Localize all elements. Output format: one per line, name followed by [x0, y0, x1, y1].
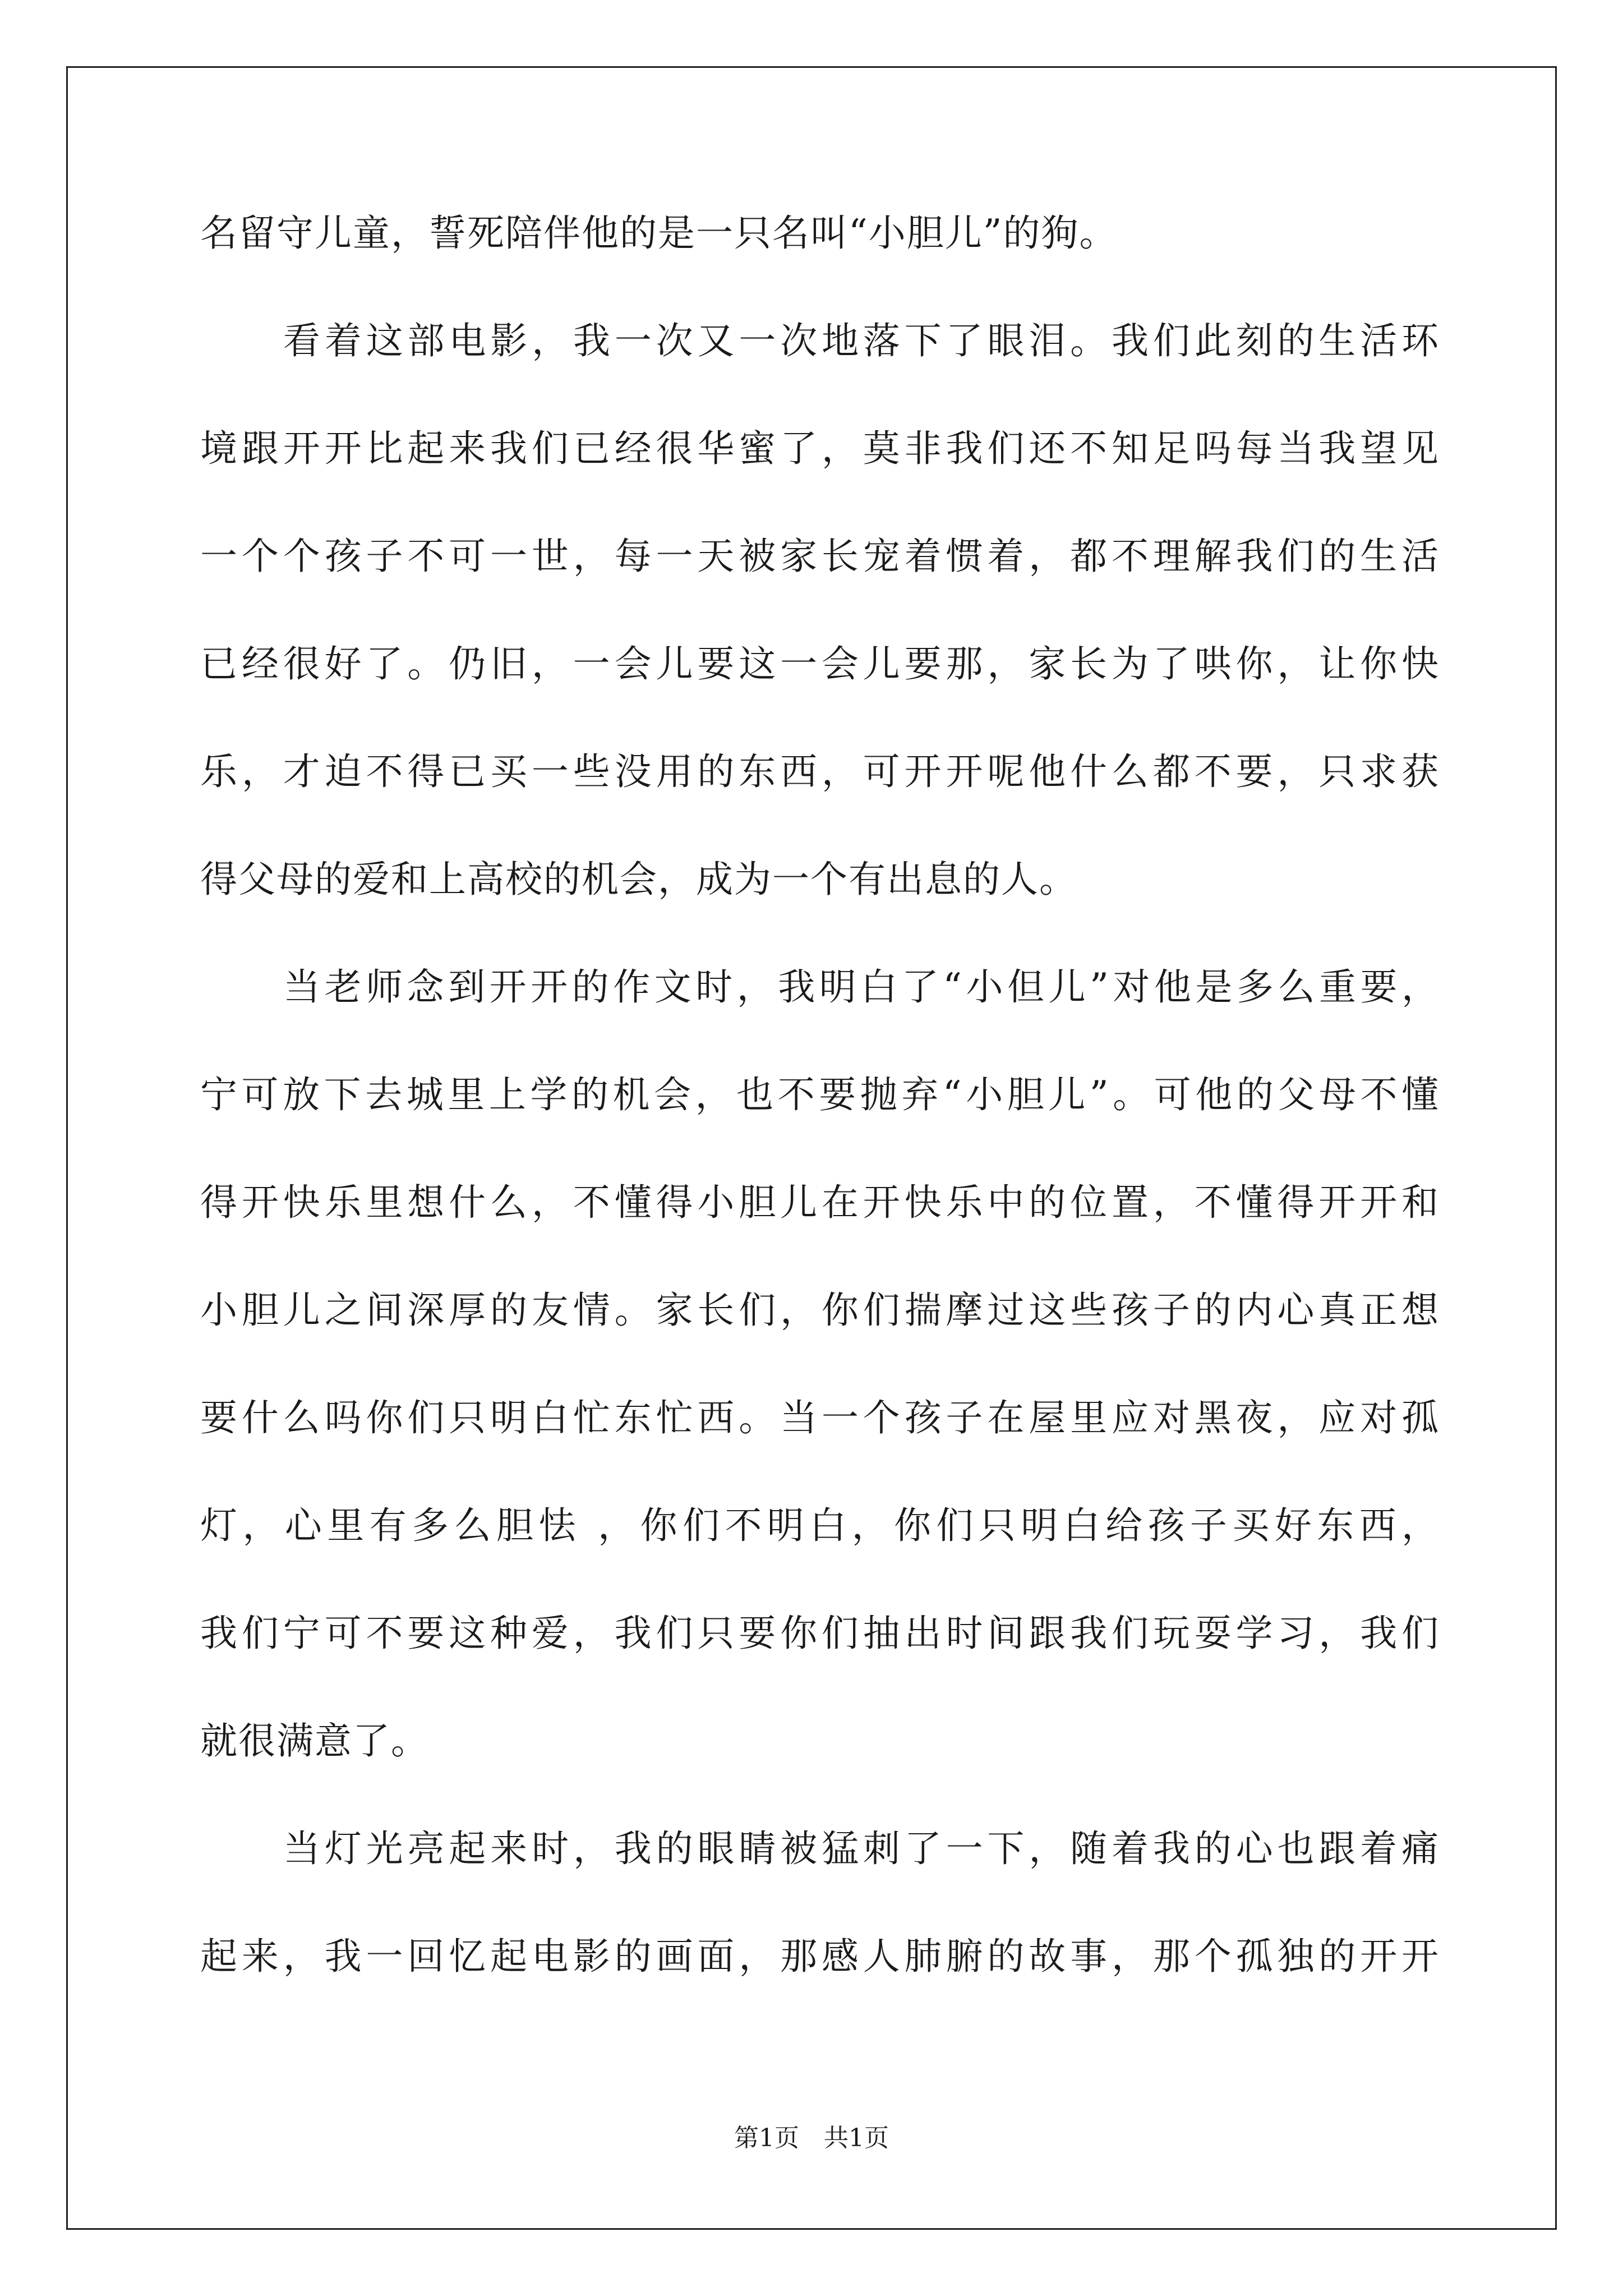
text-line: 当灯光亮起来时，我的眼睛被猛刺了一下，随着我的心也跟着痛: [283, 1827, 1440, 1870]
text-line: 就很满意了。: [200, 1719, 429, 1763]
text-line: 灯，心里有多么胆怯 ，你们不明白，你们只明白给孩子买好东西，: [200, 1504, 1440, 1547]
text-line: 已经很好了。仍旧，一会儿要这一会儿要那，家长为了哄你，让你快: [200, 642, 1440, 685]
text-line: 得父母的爱和上高校的机会，成为一个有出息的人。: [200, 858, 1077, 901]
text-line: 境跟开开比起来我们已经很华蜜了，莫非我们还不知足吗每当我望见: [200, 427, 1440, 470]
document-body: [200, 206, 1440, 2037]
text-line: 要什么吗你们只明白忙东忙西。当一个孩子在屋里应对黑夜，应对孤: [200, 1396, 1440, 1439]
page-footer: 第1页 共1页: [734, 2124, 889, 2152]
text-line: 名留守儿童，誓死陪伴他的是一只名叫“小胆儿”的狗。: [200, 211, 1118, 255]
text-line: 起来，我一回忆起电影的画面，那感人肺腑的故事，那个孤独的开开: [200, 1935, 1440, 1978]
text-line: 一个个孩子不可一世，每一天被家长宠着惯着，都不理解我们的生活: [200, 535, 1440, 578]
text-line: 得开快乐里想什么，不懂得小胆儿在开快乐中的位置，不懂得开开和: [200, 1181, 1440, 1224]
text-line: 小胆儿之间深厚的友情。家长们，你们揣摩过这些孩子的内心真正想: [200, 1289, 1440, 1332]
text-line: 当老师念到开开的作文时，我明白了“小但儿”对他是多么重要，: [283, 965, 1440, 1009]
text-line: 宁可放下去城里上学的机会，也不要抛弃“小胆儿”。可他的父母不懂: [200, 1073, 1440, 1116]
text-line: 乐，才迫不得已买一些没用的东西，可开开呢他什么都不要，只求获: [200, 750, 1440, 793]
text-line: 我们宁可不要这种爱，我们只要你们抽出时间跟我们玩耍学习，我们: [200, 1612, 1440, 1655]
text-line: 看着这部电影，我一次又一次地落下了眼泪。我们此刻的生活环: [283, 319, 1440, 362]
